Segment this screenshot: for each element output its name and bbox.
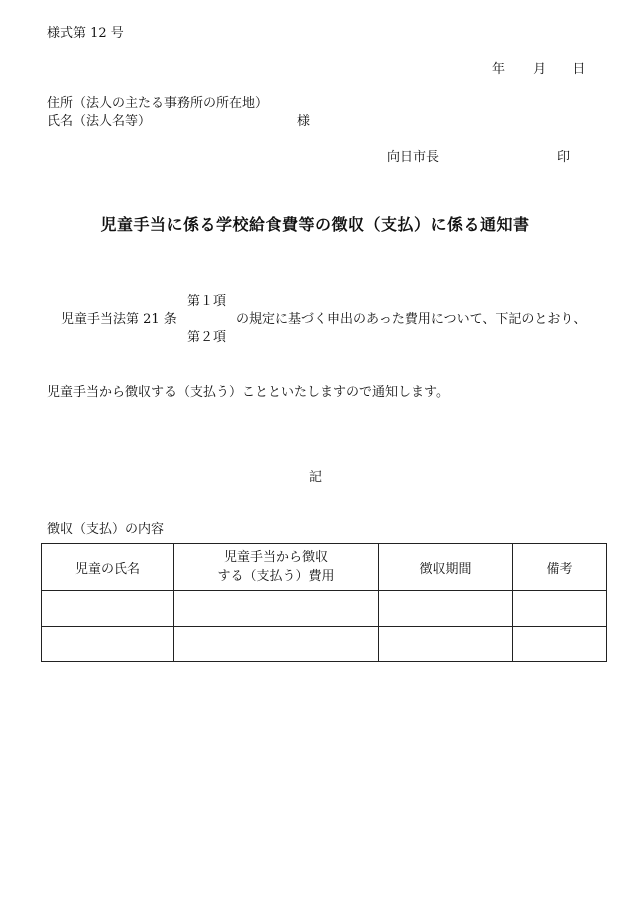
content-table — [41, 543, 607, 662]
header-child-name: 児童の氏名 — [42, 544, 174, 591]
clause-2: 第２項 — [187, 330, 227, 345]
honorific: 様 — [297, 114, 311, 129]
address-label: 住所（法人の主たる事務所の所在地） — [47, 96, 269, 111]
body-line-2: 児童手当から徴収する（支払う）ことといたしますので通知します。 — [47, 385, 449, 400]
cell-remarks[interactable] — [513, 591, 607, 627]
name-label: 氏名（法人名等） — [47, 114, 152, 129]
cell-cost[interactable] — [174, 627, 379, 662]
seal-mark: 印 — [557, 150, 571, 165]
section-label: 徴収（支払）の内容 — [47, 522, 165, 537]
table-row — [42, 591, 607, 627]
date-month: 月 — [533, 62, 547, 77]
header-cost-line-1: 児童手当から徴収 — [223, 550, 328, 565]
cell-child-name[interactable] — [42, 627, 174, 662]
body-line-1: の規定に基づく申出のあった費用について、下記のとおり、 — [236, 312, 587, 327]
cell-child-name[interactable] — [42, 591, 174, 627]
issuer-title: 向日市長 — [387, 150, 440, 165]
date-line — [492, 58, 585, 77]
cell-period[interactable] — [379, 627, 513, 662]
date-day: 日 — [572, 62, 586, 77]
header-cost-line-2: する（支払う）費用 — [217, 569, 335, 584]
header-remarks: 備考 — [513, 544, 607, 591]
cell-remarks[interactable] — [513, 627, 607, 662]
header-cost — [174, 544, 379, 591]
form-number: 様式第 12 号 — [47, 26, 124, 41]
table-row — [42, 627, 607, 662]
clause-1: 第１項 — [187, 294, 227, 309]
law-reference: 児童手当法第 21 条 — [61, 312, 177, 327]
cell-cost[interactable] — [174, 591, 379, 627]
table-header-row — [42, 544, 607, 591]
date-year: 年 — [492, 62, 506, 77]
document-title: 児童手当に係る学校給食費等の徴収（支払）に係る通知書 — [100, 215, 530, 234]
ki-marker: 記 — [309, 470, 323, 485]
cell-period[interactable] — [379, 591, 513, 627]
header-period: 徴収期間 — [379, 544, 513, 591]
